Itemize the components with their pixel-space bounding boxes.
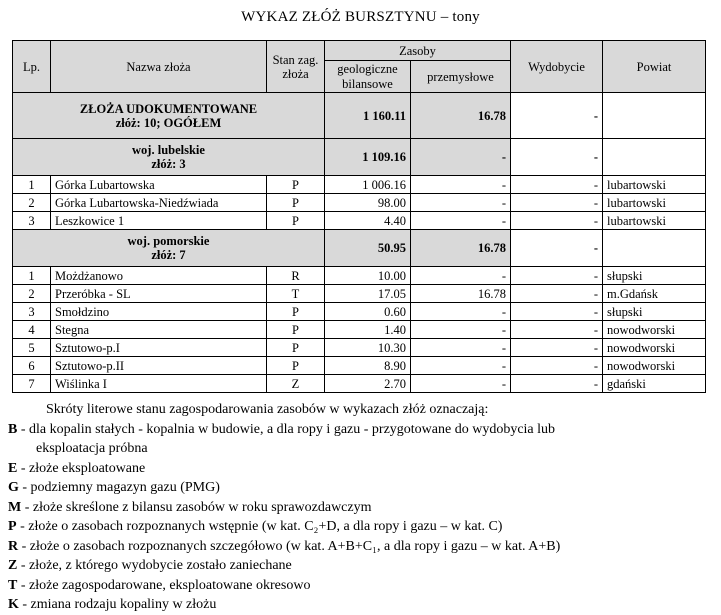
summary-label-line2: złóż: 10; OGÓŁEM <box>115 115 222 130</box>
note-code: M <box>8 499 22 515</box>
summary-row <box>13 139 706 176</box>
note-text: - podziemny magazyn gazu (PMG) <box>18 480 220 495</box>
table-row <box>13 285 706 303</box>
row-przem: - <box>411 212 511 230</box>
summary-powiat <box>603 93 706 139</box>
row-powiat: m.Gdańsk <box>603 285 706 303</box>
row-stan: P <box>267 339 325 357</box>
row-stan: T <box>267 285 325 303</box>
note-text: - dla kopalin stałych - kopalnia w budowie, a dla ropy i gazu - przygotowane do wydobycia lub <box>17 421 556 437</box>
note-text: - zmiana rodzaju kopaliny w złożu <box>18 597 217 612</box>
summary-label-line2: złóż: 7 <box>151 248 186 262</box>
row-stan: P <box>267 303 325 321</box>
summary-powiat <box>603 230 706 267</box>
summary-label <box>13 139 325 176</box>
row-powiat: słupski <box>603 303 706 321</box>
summary-wydobycie: - <box>511 93 603 139</box>
row-name: Górka Lubartowska <box>51 176 267 194</box>
row-stan: Z <box>267 375 325 393</box>
row-lp: 5 <box>13 339 51 357</box>
header-geol: geologiczne bilansowe <box>325 61 411 93</box>
table-row <box>13 194 706 212</box>
row-geol: 2.70 <box>325 375 411 393</box>
summary-label <box>13 230 325 267</box>
row-powiat: gdański <box>603 375 706 393</box>
table-row <box>13 176 706 194</box>
row-powiat: lubartowski <box>603 176 706 194</box>
row-stan: R <box>267 267 325 285</box>
note-item <box>8 595 713 615</box>
note-text: - złoże, z którego wydobycie zostało zaniechane <box>17 558 292 573</box>
table-row <box>13 212 706 230</box>
row-lp: 4 <box>13 321 51 339</box>
summary-przem: 16.78 <box>411 230 511 267</box>
summary-label-line1: woj. lubelskie <box>132 143 205 157</box>
table-row <box>13 321 706 339</box>
summary-label-line2: złóż: 3 <box>151 157 186 171</box>
row-wydobycie: - <box>511 176 603 194</box>
note-item <box>8 459 713 479</box>
row-wydobycie: - <box>511 267 603 285</box>
row-geol: 10.30 <box>325 339 411 357</box>
row-powiat: nowodworski <box>603 339 706 357</box>
row-przem: - <box>411 267 511 285</box>
row-name: Wiślinka I <box>51 375 267 393</box>
summary-label <box>13 93 325 139</box>
row-stan: P <box>267 212 325 230</box>
row-przem: - <box>411 303 511 321</box>
row-przem: - <box>411 194 511 212</box>
deposits-table <box>12 40 706 393</box>
note-item <box>8 478 713 498</box>
row-wydobycie: - <box>511 303 603 321</box>
summary-geol: 50.95 <box>325 230 411 267</box>
note-text: - złoże o zasobach rozpoznanych wstępnie (w kat. C₂+D, a dla ropy i gazu – w kat. C) <box>16 519 503 534</box>
summary-geol: 1 160.11 <box>325 93 411 139</box>
table-row <box>13 339 706 357</box>
row-geol: 1 006.16 <box>325 176 411 194</box>
summary-przem: - <box>411 139 511 176</box>
note-code: E <box>8 460 18 476</box>
header-lp: Lp. <box>13 41 51 93</box>
row-powiat: nowodworski <box>603 357 706 375</box>
row-wydobycie: - <box>511 212 603 230</box>
row-geol: 4.40 <box>325 212 411 230</box>
row-name: Sztutowo-p.II <box>51 357 267 375</box>
header-powiat: Powiat <box>603 41 706 93</box>
notes-intro: Skróty literowe stanu zagospodarowania zasobów w wykazach złóż oznaczają: <box>46 402 489 417</box>
row-przem: - <box>411 357 511 375</box>
note-code: R <box>8 538 19 554</box>
summary-row <box>13 230 706 267</box>
note-code: Z <box>8 558 18 573</box>
table-row <box>13 303 706 321</box>
note-text: - złoże skreślone z bilansu zasobów w roku sprawozdawczym <box>21 499 372 515</box>
row-lp: 6 <box>13 357 51 375</box>
row-wydobycie: - <box>511 339 603 357</box>
row-wydobycie: - <box>511 321 603 339</box>
summary-label-line1: woj. pomorskie <box>127 234 210 248</box>
row-powiat: lubartowski <box>603 194 706 212</box>
header-name: Nazwa złoża <box>51 41 267 93</box>
header-zasoby: Zasoby <box>325 41 511 61</box>
note-item <box>8 556 713 576</box>
row-geol: 1.40 <box>325 321 411 339</box>
header-stan: Stan zag. złoża <box>267 41 325 93</box>
row-wydobycie: - <box>511 285 603 303</box>
row-geol: 0.60 <box>325 303 411 321</box>
row-lp: 1 <box>13 176 51 194</box>
row-name: Smołdzino <box>51 303 267 321</box>
row-name: Możdżanowo <box>51 267 267 285</box>
row-lp: 3 <box>13 303 51 321</box>
summary-row <box>13 93 706 139</box>
table-row <box>13 267 706 285</box>
summary-geol: 1 109.16 <box>325 139 411 176</box>
row-stan: P <box>267 176 325 194</box>
row-stan: P <box>267 194 325 212</box>
row-lp: 2 <box>13 194 51 212</box>
header-przem: przemysłowe <box>411 61 511 93</box>
summary-powiat <box>603 139 706 176</box>
row-name: Leszkowice 1 <box>51 212 267 230</box>
row-geol: 98.00 <box>325 194 411 212</box>
row-lp: 1 <box>13 267 51 285</box>
row-lp: 2 <box>13 285 51 303</box>
row-przem: - <box>411 339 511 357</box>
row-geol: 17.05 <box>325 285 411 303</box>
legend-notes <box>8 400 713 615</box>
row-name: Stegna <box>51 321 267 339</box>
row-przem: - <box>411 176 511 194</box>
table-row <box>13 375 706 393</box>
row-powiat: lubartowski <box>603 212 706 230</box>
row-name: Przeróbka - SL <box>51 285 267 303</box>
note-item <box>8 517 713 537</box>
row-geol: 10.00 <box>325 267 411 285</box>
row-przem: 16.78 <box>411 285 511 303</box>
table-row <box>13 357 706 375</box>
row-name: Sztutowo-p.I <box>51 339 267 357</box>
row-wydobycie: - <box>511 194 603 212</box>
row-stan: P <box>267 321 325 339</box>
row-name: Górka Lubartowska-Niedźwiada <box>51 194 267 212</box>
note-item <box>8 498 713 518</box>
note-item <box>8 537 713 557</box>
note-code: T <box>8 577 18 593</box>
note-text: - złoże o zasobach rozpoznanych szczegółowo (w kat. A+B+C₁, a dla ropy i gazu – w kat. A+B) <box>18 538 561 554</box>
header-wydobycie: Wydobycie <box>511 41 603 93</box>
summary-przem: 16.78 <box>411 93 511 139</box>
summary-wydobycie: - <box>511 139 603 176</box>
summary-label-line1: ZŁOŻA UDOKUMENTOWANE <box>79 101 258 116</box>
note-item <box>8 420 713 459</box>
row-przem: - <box>411 321 511 339</box>
note-item <box>8 576 713 596</box>
row-lp: 7 <box>13 375 51 393</box>
row-przem: - <box>411 375 511 393</box>
note-text: - złoże eksploatowane <box>17 460 146 476</box>
note-text: - złoże zagospodarowane, eksploatowane okresowo <box>17 577 311 593</box>
note-code: K <box>8 597 19 612</box>
summary-wydobycie: - <box>511 230 603 267</box>
note-code: G <box>8 480 19 495</box>
row-lp: 3 <box>13 212 51 230</box>
row-powiat: słupski <box>603 267 706 285</box>
row-geol: 8.90 <box>325 357 411 375</box>
row-wydobycie: - <box>511 375 603 393</box>
note-code: B <box>8 421 18 437</box>
row-powiat: nowodworski <box>603 321 706 339</box>
row-wydobycie: - <box>511 357 603 375</box>
page-title: WYKAZ ZŁÓŻ BURSZTYNU – tony <box>241 9 480 25</box>
note-code: P <box>8 519 17 534</box>
row-stan: P <box>267 357 325 375</box>
note-text-continued: eksploatacja próbna <box>36 441 148 456</box>
